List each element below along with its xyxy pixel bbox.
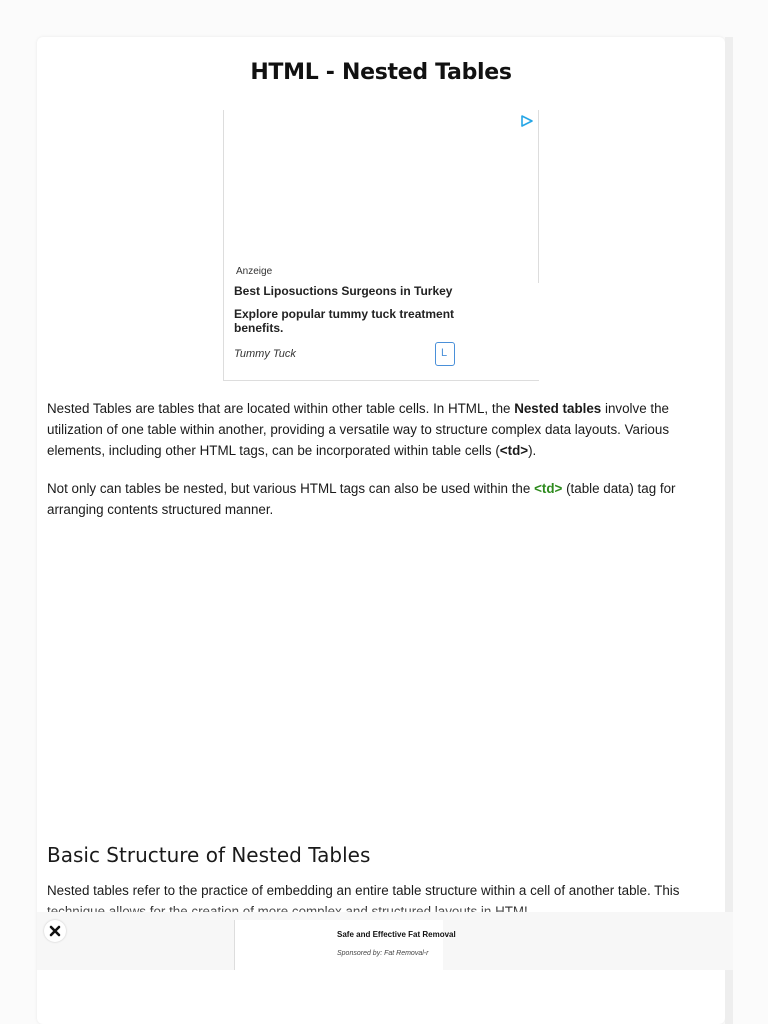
ad-description: Explore popular tummy tuck treatment benefits. — [234, 307, 455, 335]
text: involve the utilization of one table within another, providing a versatile way to structure complex data layouts. Various elements, including other HTML tags, can be incorporated within table cells ( — [47, 401, 670, 458]
bold-term: Nested tables — [514, 401, 602, 416]
code-td: <td> — [499, 443, 529, 458]
ad-border — [538, 110, 539, 283]
scrollbar[interactable] — [725, 37, 733, 1024]
text: Not only can tables be nested, but various HTML tags can also be used within the — [47, 481, 535, 496]
code-td-green: <td> — [534, 481, 563, 496]
ad-content-clip — [224, 280, 455, 380]
page-title: HTML - Nested Tables — [250, 60, 512, 85]
intro-paragraph-2 — [47, 478, 719, 520]
sticky-ad[interactable] — [234, 920, 456, 970]
ad-cta-label: L — [441, 347, 448, 359]
ad-cta-button[interactable] — [435, 342, 455, 366]
close-button[interactable] — [44, 920, 66, 942]
adchoices-icon[interactable] — [520, 114, 534, 128]
ad-headline[interactable]: Best Liposuctions Surgeons in Turkey — [234, 284, 453, 298]
section-paragraph: Nested tables refer to the practice of embedding an entire table structure within a cell of another table. This — [47, 883, 680, 898]
sticky-ad-sponsor: Sponsored by: Fat Removal-r — [337, 950, 429, 957]
intro-paragraph-1 — [47, 398, 719, 461]
sticky-ad-title[interactable]: Safe and Effective Fat Removal — [337, 930, 456, 939]
ad-sponsor: Tummy Tuck — [234, 348, 296, 360]
ad-label: Anzeige — [236, 266, 273, 277]
ad-banner[interactable] — [223, 110, 539, 381]
text: (table data) tag for arranging contents structured manner. — [47, 481, 676, 517]
text: Nested Tables are tables that are located within other table cells. In HTML, the — [47, 401, 515, 416]
text: ). — [528, 443, 537, 458]
close-icon[interactable] — [49, 925, 61, 937]
section-title: Basic Structure of Nested Tables — [47, 843, 371, 867]
